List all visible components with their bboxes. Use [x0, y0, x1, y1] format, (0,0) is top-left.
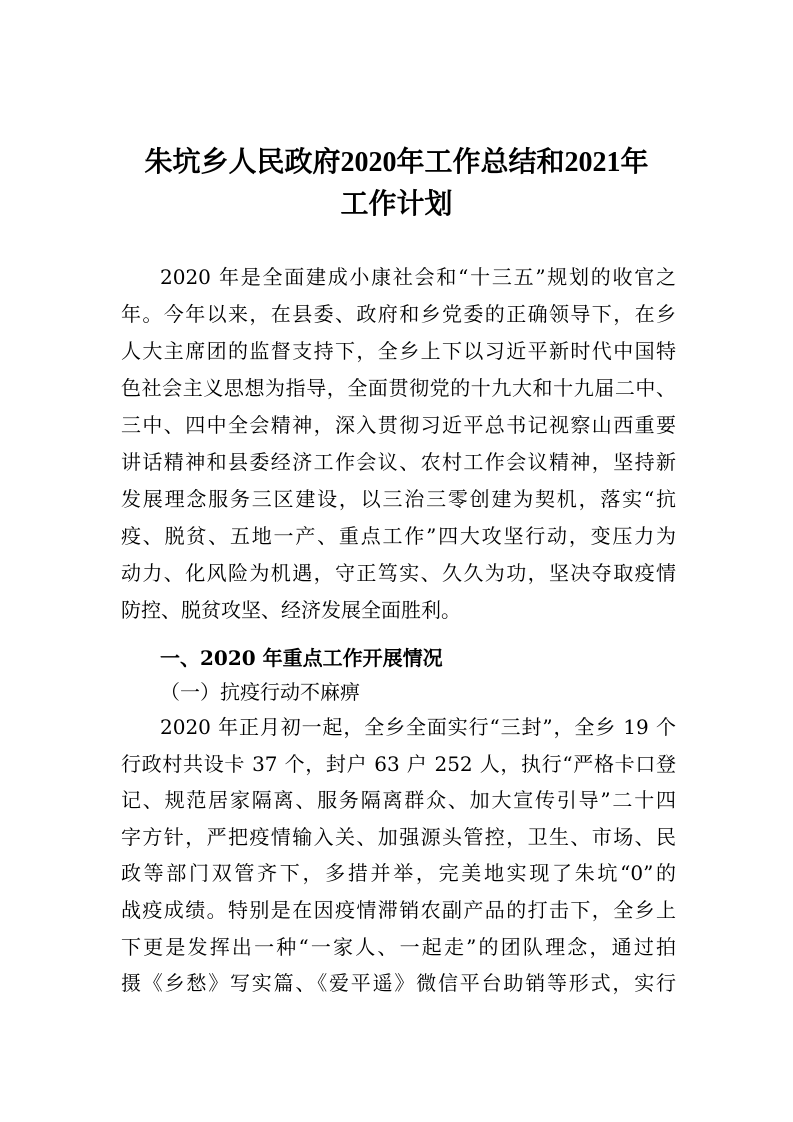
subsection-heading: （一）抗疫行动不麻痹: [160, 680, 360, 704]
document-title-line-1: 朱坑乡人民政府2020年工作总结和2021年: [144, 147, 649, 178]
text-line: 讲话精神和县委经济工作会议、农村工作会议精神，坚持新: [121, 450, 676, 474]
text-line: 2020 年正月初一起，全乡全面实行“三封”，全乡 19 个: [160, 715, 676, 739]
section-heading: 一、2020 年重点工作开展情况: [160, 646, 443, 670]
text-line: 三中、四中全会精神，深入贯彻习近平总书记视察山西重要: [121, 413, 676, 437]
text-line: 2020 年是全面建成小康社会和“十三五”规划的收官之: [160, 265, 676, 289]
text-line: 摄《乡愁》写实篇、《爱平遥》微信平台助销等形式，实行: [121, 971, 676, 996]
document-title-line-2: 工作计划: [340, 189, 453, 220]
text-line: 防控、脱贫攻坚、经济发展全面胜利。: [121, 598, 461, 622]
text-line: 年。今年以来，在县委、政府和乡党委的正确领导下，在乡: [121, 302, 676, 326]
text-line: 下更是发挥出一种“一家人、一起走”的团队理念，通过拍: [121, 934, 676, 959]
text-line: 疫、脱贫、五地一产、重点工作”四大攻坚行动，变压力为: [121, 524, 676, 548]
text-line: 行政村共设卡 37 个，封户 63 户 252 人，执行“严格卡口登: [121, 751, 676, 776]
text-line: 战疫成绩。特别是在因疫情滞销农副产品的打击下，全乡上: [121, 898, 676, 922]
text-line: 政等部门双管齐下，多措并举，完美地实现了朱坑“0”的: [121, 861, 676, 886]
text-line: 发展理念服务三区建设，以三治三零创建为契机，落实“抗: [121, 487, 676, 511]
text-line: 人大主席团的监督支持下，全乡上下以习近平新时代中国特: [121, 339, 676, 363]
text-line: 动力、化风险为机遇，守正笃实、久久为功，坚决夺取疫情: [121, 561, 676, 585]
text-line: 记、规范居家隔离、服务隔离群众、加大宣传引导”二十四: [121, 788, 676, 813]
text-line: 字方针，严把疫情输入关、加强源头管控，卫生、市场、民: [121, 824, 676, 849]
text-line: 色社会主义思想为指导，全面贯彻党的十九大和十九届二中、: [121, 376, 676, 400]
